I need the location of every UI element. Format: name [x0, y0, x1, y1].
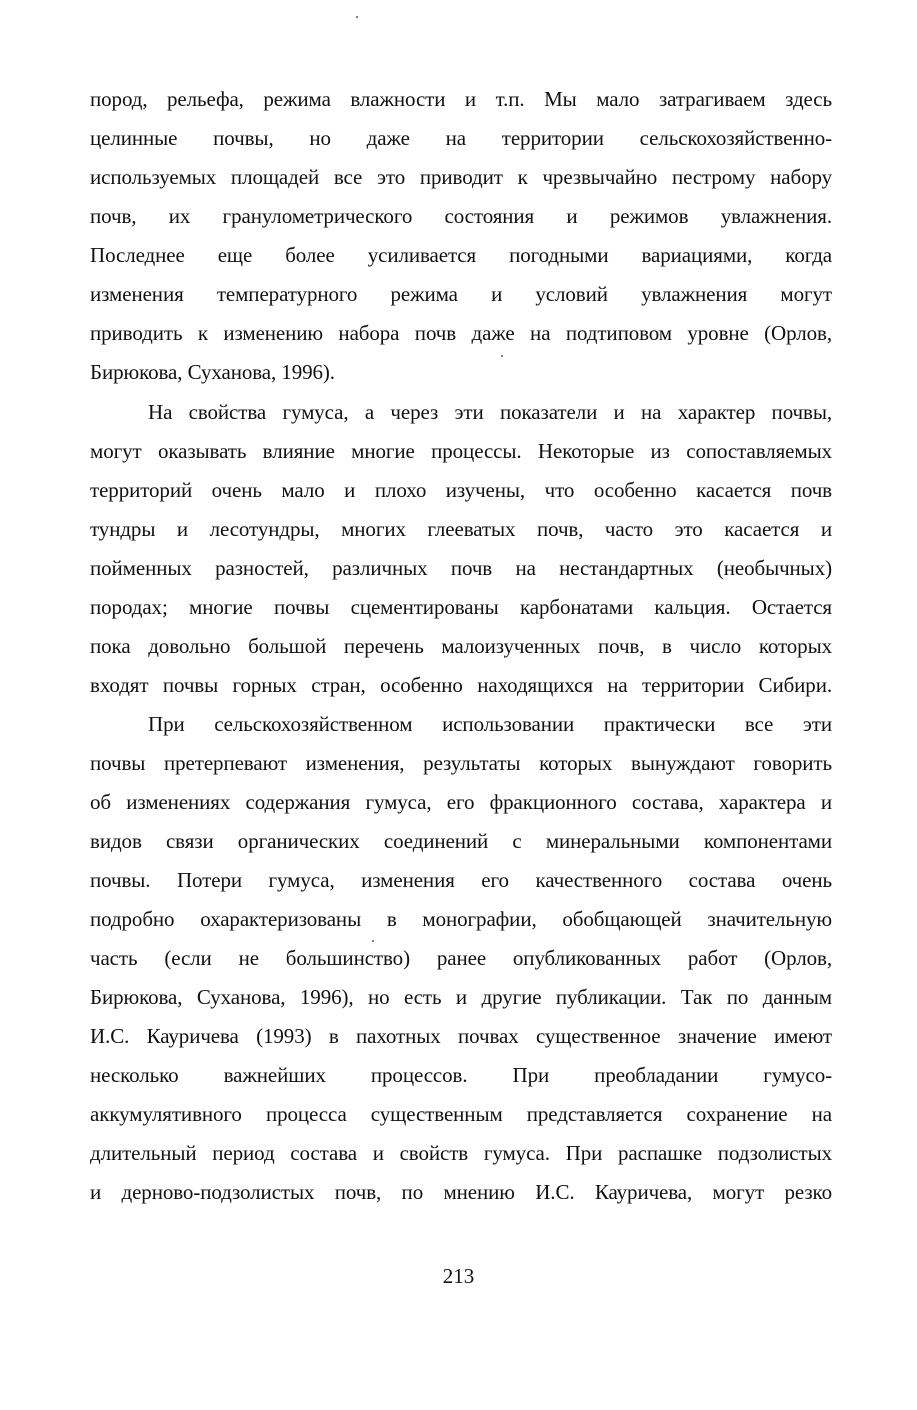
text-line: почвы. Потери гумуса, изменения его качественного состава очень	[90, 868, 832, 892]
text-line: На свойства гумуса, а через эти показатели и на характер почвы,	[148, 400, 832, 424]
paragraph-2	[90, 393, 832, 705]
text-line: Бирюкова, Суханова, 1996).	[90, 360, 335, 384]
text-line: Бирюкова, Суханова, 1996), но есть и другие публикации. Так по данным	[90, 985, 832, 1009]
text-line: почвы претерпевают изменения, результаты которых вынуждают говорить	[90, 751, 832, 775]
text-line: И.С. Кауричева (1993) в пахотных почвах существенное значение имеют	[90, 1024, 832, 1048]
text-line: целинные почвы, но даже на территории сельскохозяйственно-	[90, 126, 832, 150]
text-line: При сельскохозяйственном использовании практически все эти	[148, 712, 832, 736]
text-line: породах; многие почвы сцементированы карбонатами кальция. Остается	[90, 595, 832, 619]
text-line: Последнее еще более усиливается погодными вариациями, когда	[90, 243, 832, 267]
text-line: используемых площадей все это приводит к чрезвычайно пестрому набору	[90, 165, 832, 189]
text-line: подробно охарактеризованы в монографии, обобщающей значительную	[90, 907, 832, 931]
text-line: входят почвы горных стран, особенно находящихся на территории Сибири.	[90, 673, 832, 697]
page-number: 213	[442, 1264, 475, 1288]
text-line: пород, рельефа, режима влажности и т.п. Мы мало затрагиваем здесь	[90, 87, 832, 111]
text-line: длительный период состава и свойств гумуса. При распашке подзолистых	[90, 1141, 832, 1165]
text-line: аккумулятивного процесса существенным представляется сохранение на	[90, 1102, 832, 1126]
text-line: пока довольно большой перечень малоизученных почв, в число которых	[90, 634, 832, 658]
text-line: почв, их гранулометрического состояния и режимов увлажнения.	[90, 204, 832, 228]
scan-speck	[356, 16, 358, 18]
text-line: видов связи органических соединений с минеральными компонентами	[90, 829, 832, 853]
text-line: изменения температурного режима и условий увлажнения могут	[90, 282, 832, 306]
text-line: приводить к изменению набора почв даже на подтиповом уровне (Орлов,	[90, 321, 832, 345]
text-line: могут оказывать влияние многие процессы. Некоторые из сопоставляемых	[90, 439, 832, 463]
text-line: пойменных разностей, различных почв на нестандартных (необычных)	[90, 556, 832, 580]
text-line: несколько важнейших процессов. При преобладании гумусо-	[90, 1063, 832, 1087]
text-line: и дерново-подзолистых почв, по мнению И.С. Кауричева, могут резко	[90, 1180, 832, 1204]
text-line: об изменениях содержания гумуса, его фракционного состава, характера и	[90, 790, 832, 814]
paragraph-1	[90, 80, 832, 392]
paragraph-3	[90, 705, 832, 1212]
text-line: тундры и лесотундры, многих глееватых почв, часто это касается и	[90, 517, 832, 541]
text-line: территорий очень мало и плохо изучены, что особенно касается почв	[90, 478, 832, 502]
text-line: часть (если не большинство) ранее опубликованных работ (Орлов,	[90, 946, 832, 970]
